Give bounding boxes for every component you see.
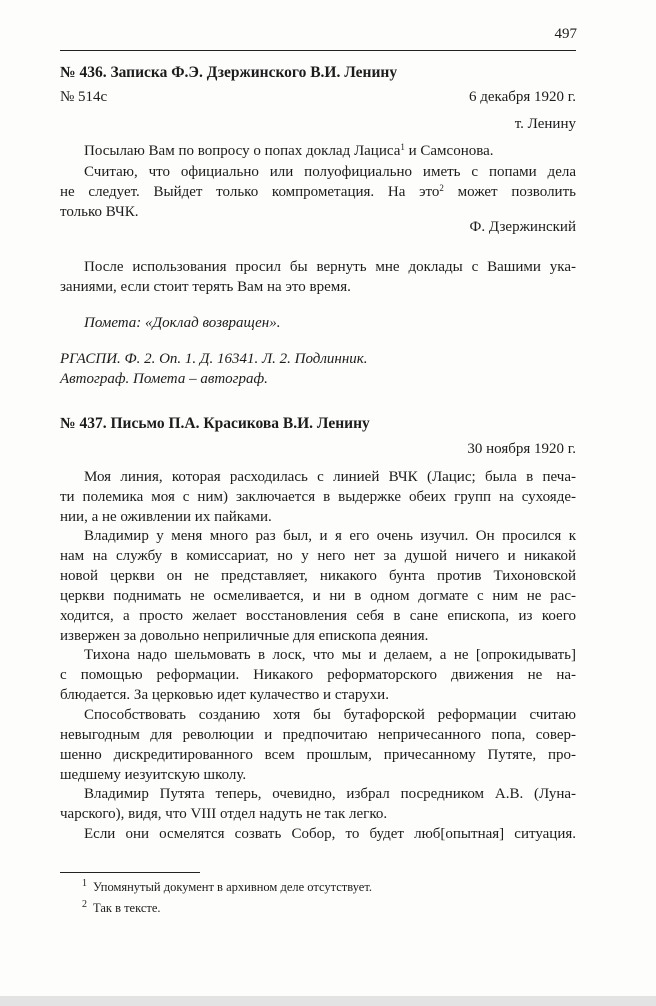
doc-437-line: Если они осмелятся созвать Собор, то будет люб[опытная] ситуация. [84,826,576,842]
doc-437-line: Владимир у меня много раз был, и я его очень изучил. Он просился к [84,528,576,544]
doc-437-line: извержен за довольно неприличные для епископа деяния. [60,628,429,644]
doc-436-heading: № 436. Записка Ф.Э. Дзержинского В.И. Ленину [60,64,398,81]
doc-437-line: ти полемика моя с ним) заключается в выдержке обеих групп на сухояде- [60,489,576,505]
footnote-text: Упомянутый документ в архивном деле отсутствует. [93,880,372,894]
doc-437-line: новой церкви он не представляет, никакого бунта против Тихоновской [60,568,576,584]
doc-436-source-line-2: Автограф. Помета – автограф. [60,371,268,387]
footnote-ref: 1 [400,142,405,152]
text-run: не следует. Выйдет только компрометация. На это [60,184,440,200]
footnote-1 [82,880,372,895]
doc-436-paragraph-2-line-3: только ВЧК. [60,204,139,220]
doc-436-paragraph-1 [84,143,494,160]
doc-437-line: блюдается. За церковью идет кулачество и старухи. [60,687,389,703]
footnote-rule [60,872,200,873]
footnote-ref: 2 [439,183,444,193]
doc-436-paragraph-2-line-2 [60,184,576,201]
doc-437-line: Способствовать созданию хотя бы бутафорской реформации считаю [84,707,576,723]
doc-436-postscript-line-1: После использования просил бы вернуть мне доклады с Вашими ука- [84,259,576,275]
doc-437-line: чарского), видя, что VIII отдел надуть не так легко. [60,806,388,822]
doc-437-line: шенно дискредитированного всем прошлым, причесанному Путяте, про- [60,747,576,763]
doc-436-postscript-line-2: заниями, если стоит терять Вам на это время. [60,279,351,295]
doc-437-date: 30 ноября 1920 г. [467,441,576,457]
text-run: и Самсонова. [404,143,494,159]
doc-437-line: шедшему иезуитскую школу. [60,767,247,783]
doc-437-line: церкви поднимать не осмеливается, и ни в одном догмате с ним не рас- [60,588,576,604]
doc-437-line: ходится, а просто желает восстановления себя в сане епископа, из коего [60,608,576,624]
doc-437-line: с помощью реформации. Никакого реформаторского движения не на- [60,667,576,683]
doc-437-line: Владимир Путята теперь, очевидно, избрал посредником А.В. (Луна- [84,786,576,802]
doc-436-paragraph-2-line-1: Считаю, что официально или полуофициально иметь с попами дела [84,164,576,180]
doc-436-addressee: т. Ленину [514,116,576,132]
doc-437-line: Моя линия, которая расходилась с линией ВЧК (Лацис; была в печа- [84,469,576,485]
text-run: может позволить [443,184,576,200]
doc-437-line: нии, а не оживлении их пайками. [60,509,272,525]
text-run: Посылаю Вам по вопросу о попах доклад Лациса [84,143,401,159]
footnote-mark: 2 [82,899,87,910]
footnote-2 [82,901,161,916]
doc-437-heading: № 437. Письмо П.А. Красикова В.И. Ленину [60,415,370,432]
doc-436-source-line-1: РГАСПИ. Ф. 2. Оп. 1. Д. 16341. Л. 2. Подлинник. [60,351,368,367]
footnote-mark: 1 [82,878,87,889]
bottom-edge [0,996,656,1006]
doc-437-line: нам на службу в комиссариат, но у него нет за душой ничего и никакой [60,548,576,564]
doc-436-date: 6 декабря 1920 г. [469,89,576,105]
doc-436-note: Помета: «Доклад возвращен». [84,315,281,331]
page-number: 497 [554,26,577,42]
doc-436-signature: Ф. Дзержинский [469,219,576,235]
doc-437-line: Тихона надо шельмовать в лоск, что мы и делаем, а не [опрокидывать] [84,647,576,663]
doc-436-number: № 514с [60,89,108,105]
footnote-text: Так в тексте. [93,901,161,915]
doc-437-line: невыгодным для революции и предпочитаю непричесанного попа, совер- [60,727,576,743]
top-rule [60,50,576,51]
